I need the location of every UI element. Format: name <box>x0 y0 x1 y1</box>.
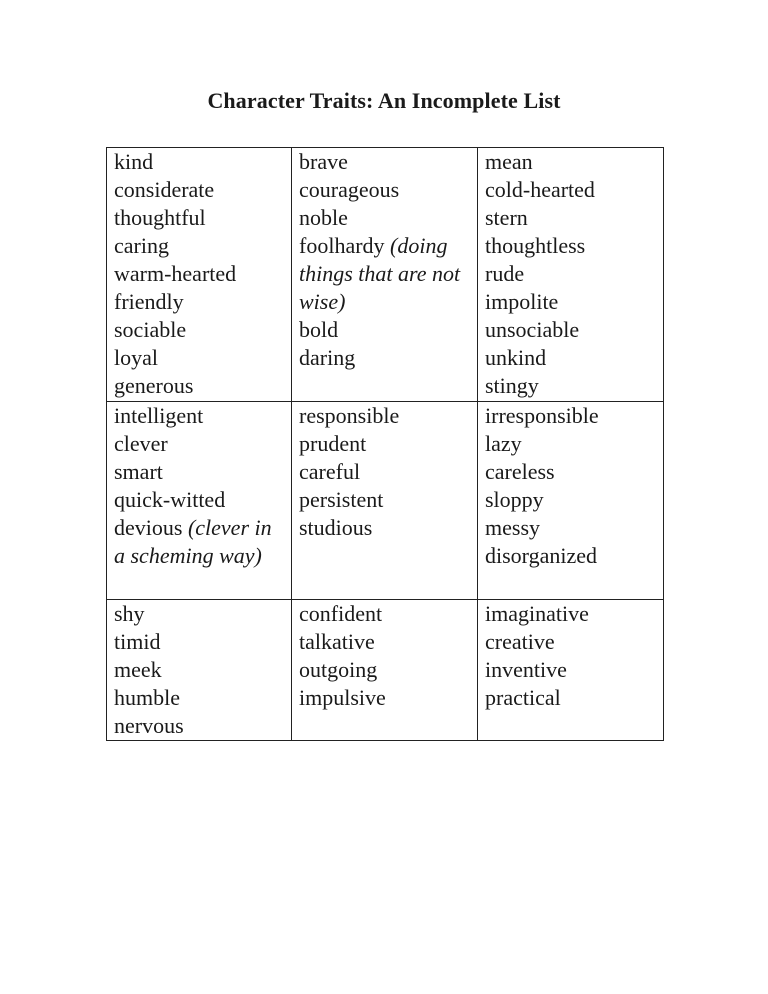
table-cell <box>292 600 478 741</box>
trait-item <box>485 148 663 176</box>
trait-item <box>114 204 291 232</box>
trait-item <box>299 684 477 712</box>
trait-item <box>299 204 477 232</box>
trait-word: bold <box>299 317 339 342</box>
trait-item <box>114 684 291 712</box>
table-cell <box>292 148 478 402</box>
trait-word: daring <box>299 345 356 370</box>
trait-word: messy <box>485 515 540 540</box>
traits-table <box>106 147 664 741</box>
trait-item <box>114 458 291 486</box>
trait-word: outgoing <box>299 657 378 682</box>
trait-word: meek <box>114 657 162 682</box>
trait-word: quick-witted <box>114 487 226 512</box>
trait-item <box>299 316 477 344</box>
page-title: Character Traits: An Incomplete List <box>207 88 561 113</box>
trait-item <box>114 402 291 430</box>
trait-item <box>485 372 663 400</box>
trait-item <box>299 430 477 458</box>
trait-item <box>299 486 477 514</box>
trait-word: inventive <box>485 657 567 682</box>
trait-item <box>485 288 663 316</box>
trait-item <box>299 344 477 372</box>
table-cell <box>292 402 478 600</box>
trait-word: caring <box>114 233 169 258</box>
trait-item <box>485 542 663 570</box>
trait-item <box>114 628 291 656</box>
trait-word: responsible <box>299 403 400 428</box>
trait-word: sloppy <box>485 487 544 512</box>
trait-item <box>114 372 291 400</box>
trait-word: irresponsible <box>485 403 599 428</box>
trait-item <box>485 204 663 232</box>
table-cell <box>107 600 292 741</box>
table-row <box>107 402 664 600</box>
trait-item <box>114 712 291 740</box>
trait-word: stern <box>485 205 528 230</box>
trait-item <box>299 232 477 316</box>
trait-item <box>485 656 663 684</box>
trait-item <box>485 628 663 656</box>
table-cell <box>478 402 664 600</box>
trait-word: warm-hearted <box>114 261 237 286</box>
trait-word: sociable <box>114 317 187 342</box>
trait-word: impulsive <box>299 685 386 710</box>
table-cell <box>478 600 664 741</box>
trait-item <box>299 514 477 542</box>
trait-word: kind <box>114 149 154 174</box>
trait-word: unsociable <box>485 317 580 342</box>
trait-word: impolite <box>485 289 559 314</box>
trait-item <box>485 430 663 458</box>
trait-word: prudent <box>299 431 367 456</box>
trait-item <box>114 316 291 344</box>
trait-word: loyal <box>114 345 158 370</box>
table-row <box>107 148 664 402</box>
trait-word: cold-hearted <box>485 177 595 202</box>
trait-word: confident <box>299 601 383 626</box>
trait-item <box>485 458 663 486</box>
trait-word: humble <box>114 685 180 710</box>
trait-word: generous <box>114 373 194 398</box>
trait-word: shy <box>114 601 145 626</box>
trait-word: mean <box>485 149 533 174</box>
trait-word: persistent <box>299 487 384 512</box>
trait-word: imaginative <box>485 601 589 626</box>
trait-item <box>485 514 663 542</box>
trait-item <box>299 458 477 486</box>
trait-item <box>114 260 291 288</box>
trait-item <box>299 600 477 628</box>
trait-word: intelligent <box>114 403 204 428</box>
trait-word: clever <box>114 431 168 456</box>
trait-word: creative <box>485 629 555 654</box>
trait-word: noble <box>299 205 348 230</box>
trait-item <box>485 600 663 628</box>
trait-item <box>299 628 477 656</box>
trait-word: talkative <box>299 629 375 654</box>
trait-note: (clever in a scheming way) <box>114 515 272 568</box>
trait-word: friendly <box>114 289 184 314</box>
trait-item <box>485 232 663 260</box>
trait-item <box>485 486 663 514</box>
trait-item <box>485 344 663 372</box>
trait-item <box>114 344 291 372</box>
trait-item <box>485 260 663 288</box>
trait-word: nervous <box>114 713 184 738</box>
trait-word: devious <box>114 515 183 540</box>
trait-word: timid <box>114 629 161 654</box>
trait-item <box>485 176 663 204</box>
trait-item <box>299 402 477 430</box>
trait-word: brave <box>299 149 348 174</box>
table-row <box>107 600 664 741</box>
trait-item <box>299 176 477 204</box>
trait-item <box>114 232 291 260</box>
trait-word: stingy <box>485 373 539 398</box>
trait-word: thoughtless <box>485 233 586 258</box>
trait-word: considerate <box>114 177 215 202</box>
trait-item <box>114 148 291 176</box>
trait-item <box>485 684 663 712</box>
trait-word: rude <box>485 261 525 286</box>
trait-item <box>114 514 291 570</box>
trait-word: disorganized <box>485 543 598 568</box>
trait-word: practical <box>485 685 561 710</box>
trait-item <box>114 656 291 684</box>
trait-word: foolhardy <box>299 233 385 258</box>
trait-item <box>114 600 291 628</box>
trait-word: courageous <box>299 177 400 202</box>
trait-item <box>299 656 477 684</box>
trait-note: (doing things that are not wise) <box>299 233 461 314</box>
trait-word: careless <box>485 459 555 484</box>
table-cell <box>107 402 292 600</box>
trait-word: thoughtful <box>114 205 206 230</box>
trait-item <box>485 402 663 430</box>
trait-word: studious <box>299 515 373 540</box>
trait-item <box>485 316 663 344</box>
trait-item <box>114 486 291 514</box>
trait-word: smart <box>114 459 163 484</box>
trait-word: unkind <box>485 345 547 370</box>
trait-item <box>114 430 291 458</box>
trait-word: careful <box>299 459 361 484</box>
trait-item <box>299 148 477 176</box>
table-cell <box>478 148 664 402</box>
trait-item <box>114 176 291 204</box>
trait-word: lazy <box>485 431 522 456</box>
table-cell <box>107 148 292 402</box>
trait-item <box>114 288 291 316</box>
